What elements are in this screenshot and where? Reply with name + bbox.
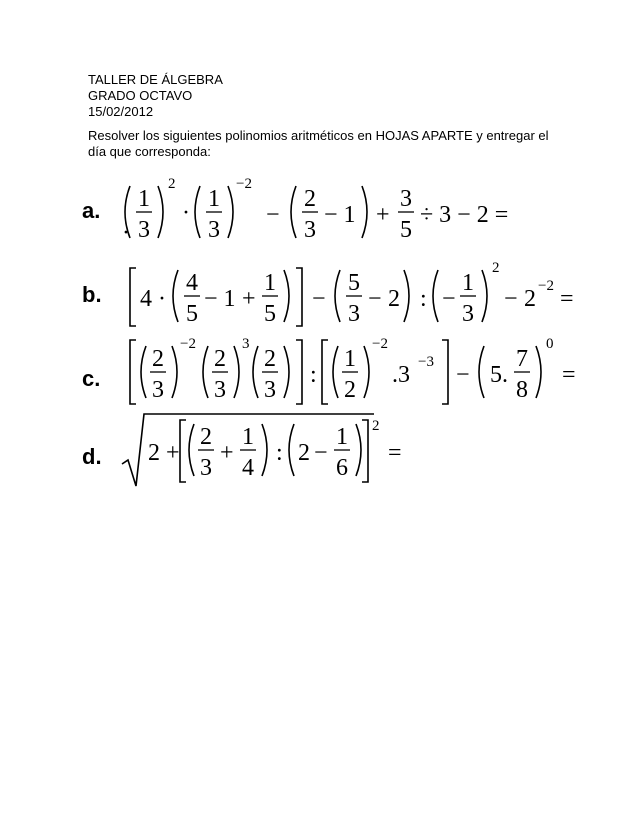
- operator: −: [442, 286, 456, 312]
- operator: :: [276, 440, 283, 466]
- operator: +: [220, 440, 234, 466]
- den: 5: [186, 301, 198, 327]
- term: 2: [298, 440, 310, 466]
- operator: −: [312, 286, 326, 312]
- problem-c: [70, 336, 590, 410]
- num: 2: [304, 186, 316, 212]
- operator: ·: [182, 200, 190, 226]
- num: 2: [152, 346, 164, 372]
- operator: =: [560, 286, 574, 312]
- den: 3: [462, 301, 474, 327]
- num: 1: [208, 186, 220, 212]
- operator: −: [266, 202, 280, 228]
- problem-label: b.: [82, 282, 102, 307]
- operator: +: [376, 202, 390, 228]
- term: 4 ·: [140, 286, 166, 312]
- operator: =: [388, 440, 402, 466]
- num: 1: [462, 270, 474, 296]
- exponent: −2: [538, 278, 554, 294]
- num: 1: [336, 424, 348, 450]
- den: 3: [304, 217, 316, 243]
- den: 6: [336, 455, 348, 481]
- operator: =: [562, 362, 576, 388]
- exponent: −2: [180, 336, 196, 352]
- instructions-line-1: Resolver los siguientes polinomios aritméticos en HOJAS APARTE y entregar el: [88, 128, 549, 143]
- num: 1: [242, 424, 254, 450]
- problem-label: d.: [82, 444, 102, 469]
- operator: −: [314, 440, 328, 466]
- den: 2: [344, 377, 356, 403]
- operator: −: [456, 362, 470, 388]
- header-date: 15/02/2012: [88, 104, 154, 119]
- num: 2: [264, 346, 276, 372]
- term: 2: [524, 286, 536, 312]
- term: 2: [388, 286, 400, 312]
- exponent: 2: [168, 176, 176, 192]
- exponent: −2: [236, 176, 252, 192]
- problem-b: [70, 260, 590, 334]
- problem-label: a.: [82, 198, 101, 223]
- num: 1: [264, 270, 276, 296]
- term: 2 +: [148, 440, 180, 466]
- num: 7: [516, 346, 528, 372]
- den: 3: [152, 377, 164, 403]
- term: .3: [392, 362, 410, 388]
- num: 2: [200, 424, 212, 450]
- problem-a: [70, 176, 590, 250]
- exponent: 2: [372, 418, 380, 434]
- operator: ·: [122, 220, 130, 246]
- num: 1: [344, 346, 356, 372]
- problem-label: c.: [82, 366, 101, 391]
- num: 3: [400, 186, 412, 212]
- den: 3: [348, 301, 360, 327]
- den: 3: [208, 217, 220, 243]
- den: 3: [214, 377, 226, 403]
- den: 4: [242, 455, 254, 481]
- term: − 1: [204, 286, 236, 312]
- num: 5: [348, 270, 360, 296]
- operator: +: [242, 286, 256, 312]
- den: 5: [400, 217, 412, 243]
- term: ÷ 3 − 2 =: [420, 202, 509, 228]
- den: 3: [200, 455, 212, 481]
- instructions-line-2: día que corresponda:: [88, 144, 211, 159]
- term: − 1: [324, 202, 356, 228]
- den: 8: [516, 377, 528, 403]
- equation-a: [70, 176, 570, 250]
- operator: −: [504, 286, 518, 312]
- header-grade: GRADO OCTAVO: [88, 88, 193, 103]
- operator: −: [368, 286, 382, 312]
- equation-d: [70, 410, 570, 490]
- exponent: 3: [242, 336, 250, 352]
- header-title: TALLER DE ÁLGEBRA: [88, 72, 223, 87]
- equation-c: [70, 336, 576, 410]
- den: 5: [264, 301, 276, 327]
- problem-d: [70, 410, 590, 490]
- operator: :: [420, 286, 427, 312]
- num: 1: [138, 186, 150, 212]
- den: 3: [264, 377, 276, 403]
- den: 3: [138, 217, 150, 243]
- operator: :: [310, 362, 317, 388]
- exponent: −3: [418, 354, 434, 370]
- term: 5.: [490, 362, 508, 388]
- num: 2: [214, 346, 226, 372]
- exponent: 2: [492, 260, 500, 276]
- exponent: −2: [372, 336, 388, 352]
- num: 4: [186, 270, 198, 296]
- equation-b: [70, 260, 574, 334]
- exponent: 0: [546, 336, 554, 352]
